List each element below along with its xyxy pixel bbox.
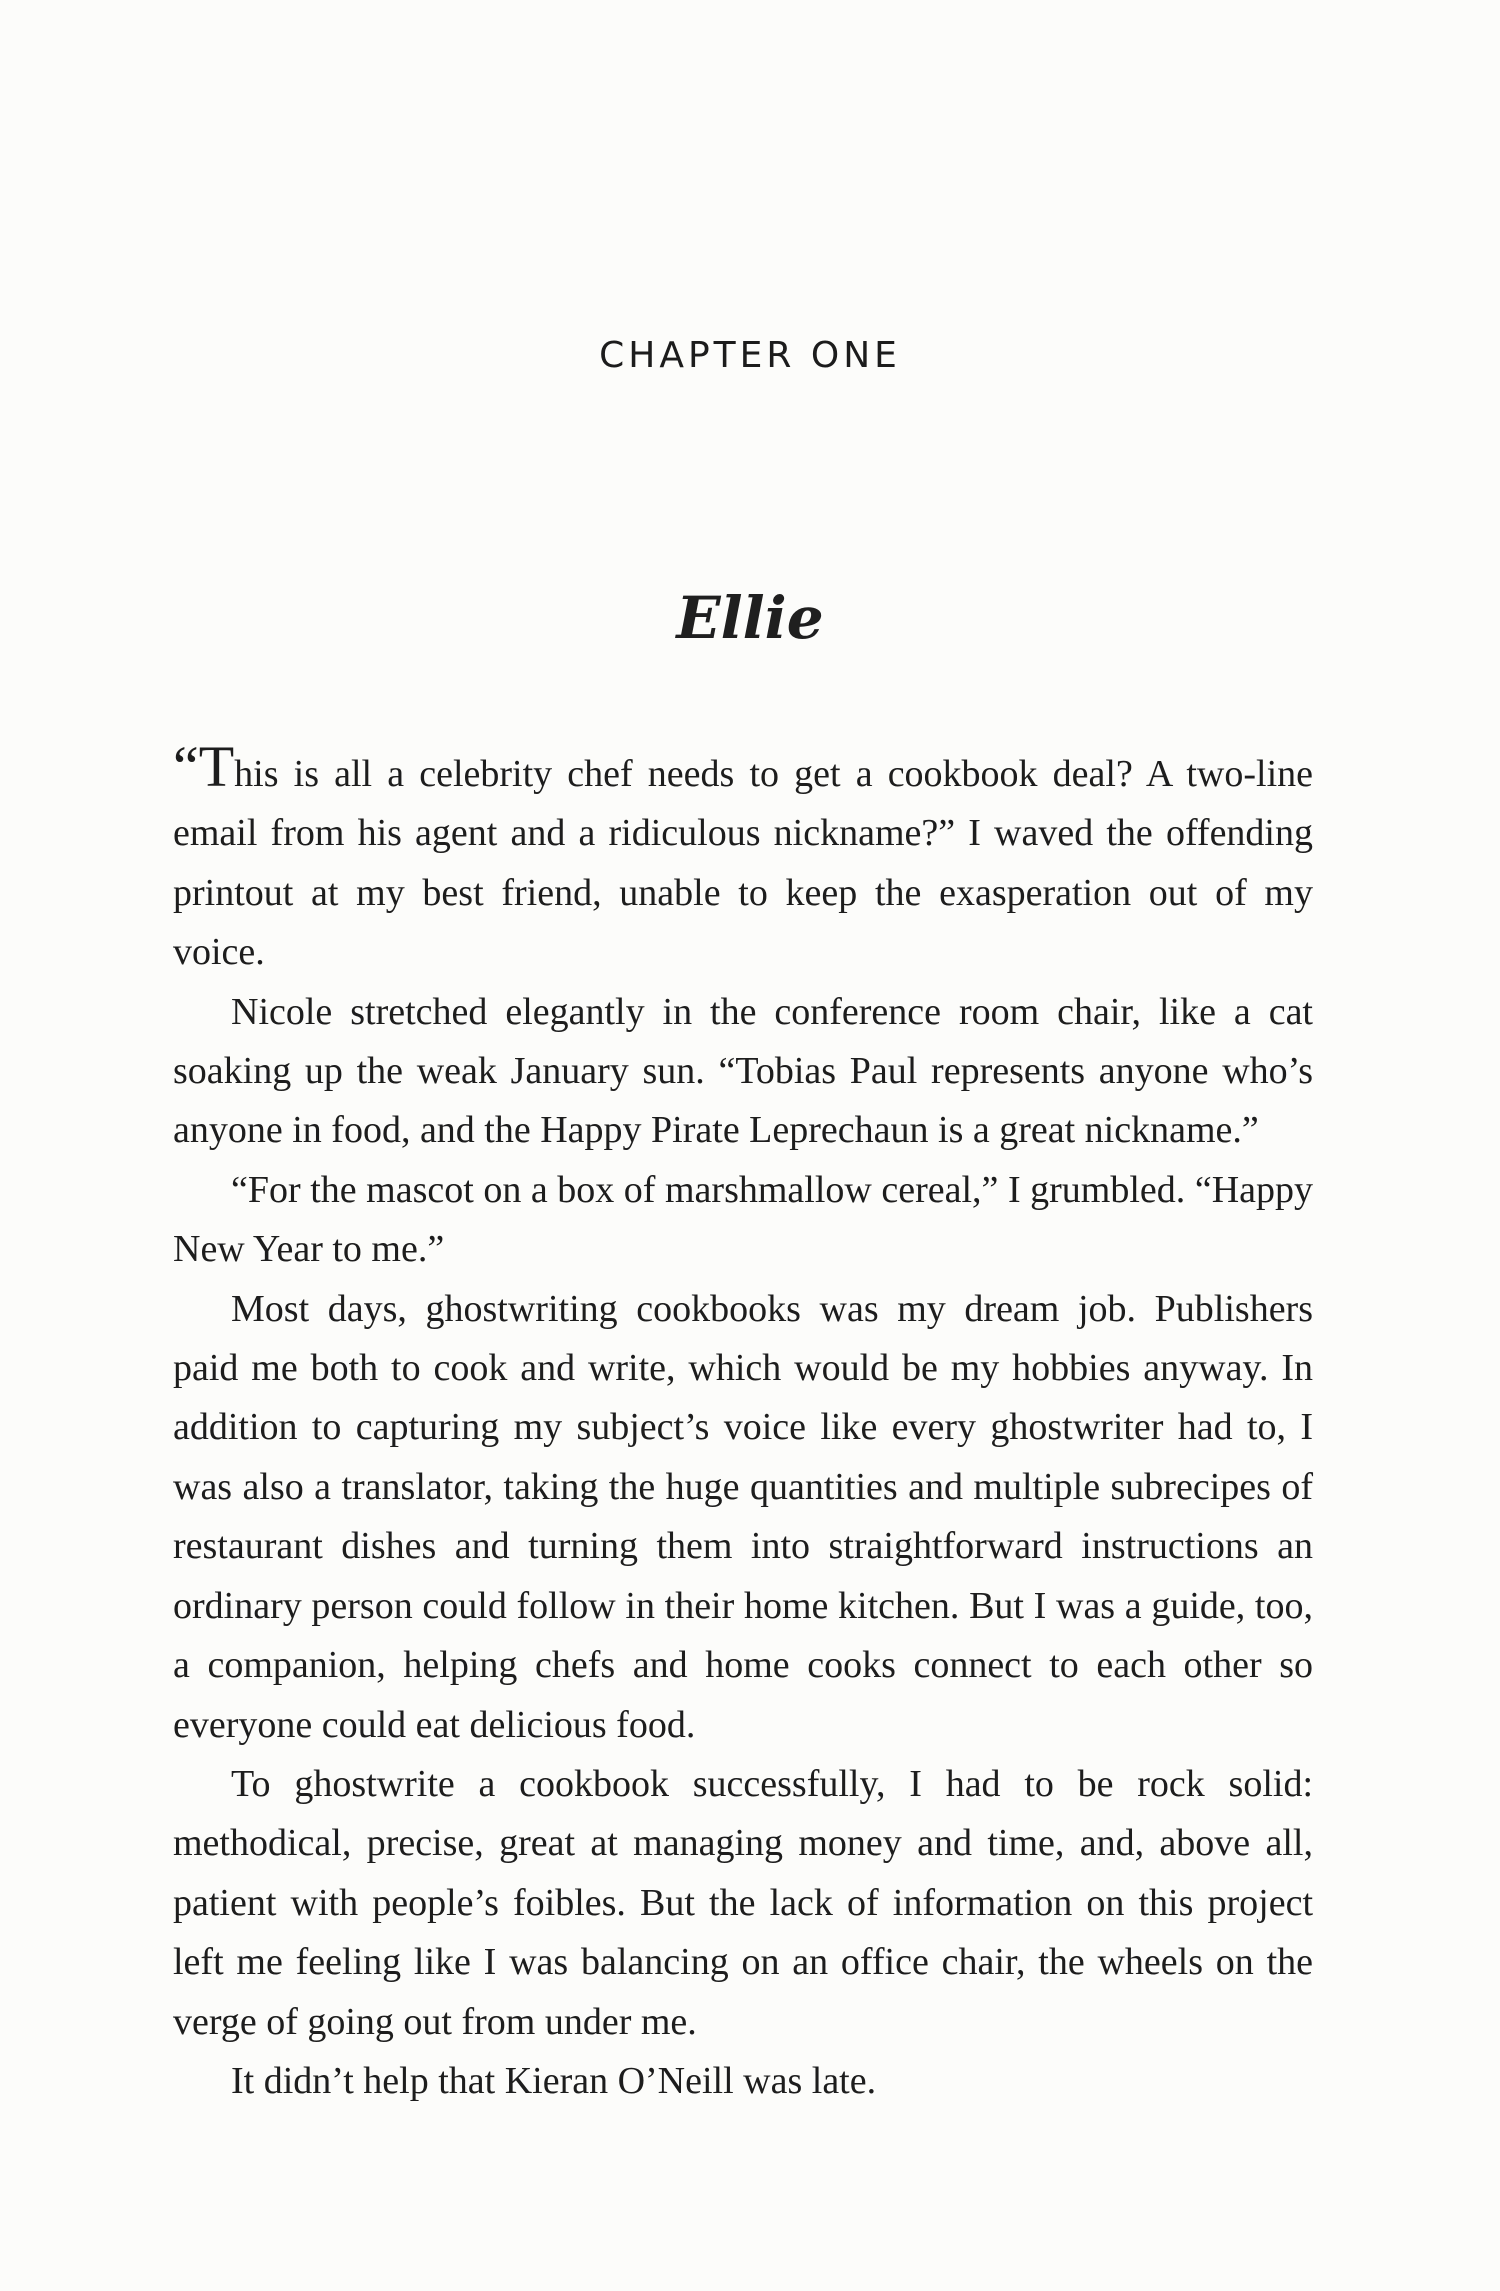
chapter-body — [173, 734, 1313, 2111]
paragraph-2: Nicole stretched elegantly in the conference room chair, like a cat soaking up the weak January sun. “Tobias Paul represents anyone who’s anyone in food, and the Happy Pirate Leprechaun is a great nickname.” — [173, 990, 1313, 1152]
paragraph-1 — [173, 734, 1313, 983]
paragraph-4: Most days, ghostwriting cookbooks was my dream job. Publishers paid me both to cook and write, which would be my hobbies anyway. In addition to capturing my subject’s voice like every ghostwriter had to, I was also a translator, taking the huge quantities and multiple subrecipes of restaurant dishes and turning them into straightforward instructions an ordinary person could follow in their home kitchen. But I was a guide, too, a companion, helping chefs and home cooks connect to each other so everyone could eat delicious food. — [173, 1287, 1313, 1746]
opening-initial: “T — [173, 734, 235, 799]
paragraph-6: It didn’t help that Kieran O’Neill was late. — [231, 2059, 877, 2102]
paragraph-5: To ghostwrite a cookbook successfully, I had to be rock solid: methodical, precise, great at managing money and time, and, above all, patient with people’s foibles. But the lack of information on this project left me feeling like I was balancing on an office chair, the wheels on the verge of going out from under me. — [173, 1762, 1313, 2043]
paragraph-1-text: his is all a celebrity chef needs to get a cookbook deal? A two-line email from his agent and a ridiculous nickname?” I waved the offending printout at my best friend, unable to keep the exasperation out of my voice. — [173, 753, 1313, 974]
paragraph-3: “For the mascot on a box of marshmallow cereal,” I grumbled. “Happy New Year to me.” — [173, 1168, 1313, 1271]
chapter-heading: CHAPTER ONE — [599, 335, 901, 376]
pov-character-name: Ellie — [676, 584, 824, 652]
